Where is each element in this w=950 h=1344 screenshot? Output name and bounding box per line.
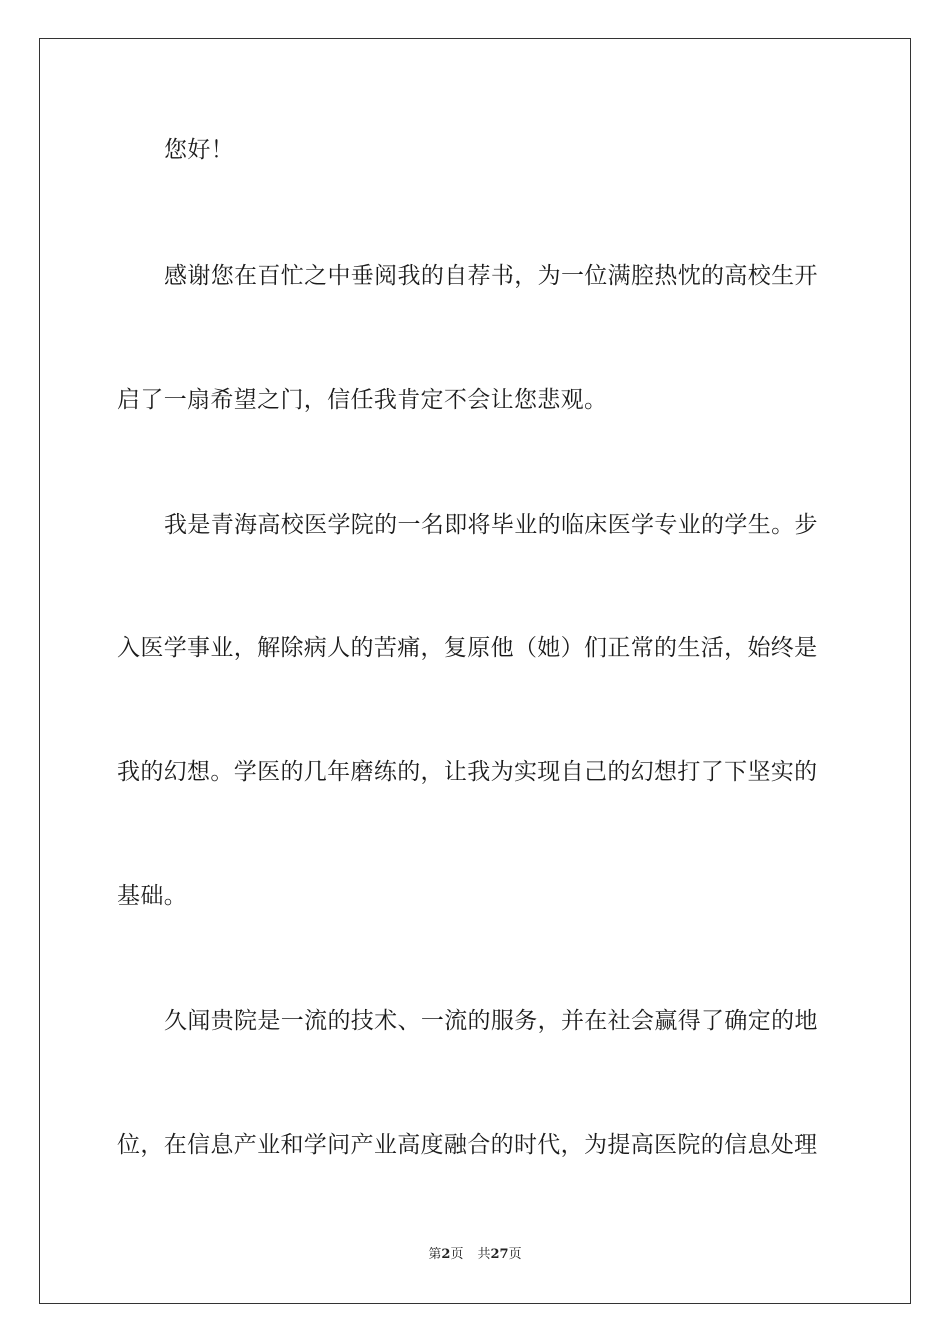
- page-border: [39, 38, 911, 1304]
- paragraph-3-line-2: 位，在信息产业和学问产业高度融合的时代，为提高医院的信息处理: [117, 1132, 818, 1158]
- total-pages: 27: [490, 1247, 509, 1262]
- paragraph-1-line-1: 感谢您在百忙之中垂阅我的自荐书，为一位满腔热忱的高校生开: [164, 263, 818, 289]
- greeting-line: 您好！: [164, 137, 235, 163]
- total-prefix: 共: [477, 1247, 491, 1262]
- page-number: 2: [441, 1247, 451, 1262]
- total-suffix: 页: [508, 1247, 522, 1262]
- paragraph-2-line-3: 我的幻想。学医的几年磨练的，让我为实现自己的幻想打了下坚实的: [117, 759, 818, 785]
- page-prefix: 第: [428, 1247, 442, 1262]
- page-footer: [0, 1247, 950, 1263]
- page-suffix: 页: [450, 1247, 464, 1262]
- paragraph-1-line-2: 启了一扇希望之门，信任我肯定不会让您悲观。: [117, 387, 608, 413]
- paragraph-2-line-4: 基础。: [117, 883, 188, 909]
- paragraph-3-line-1: 久闻贵院是一流的技术、一流的服务，并在社会赢得了确定的地: [164, 1008, 818, 1034]
- paragraph-2-line-1: 我是青海高校医学院的一名即将毕业的临床医学专业的学生。步: [164, 512, 818, 538]
- paragraph-2-line-2: 入医学事业，解除病人的苦痛，复原他（她）们正常的生活，始终是: [117, 635, 818, 661]
